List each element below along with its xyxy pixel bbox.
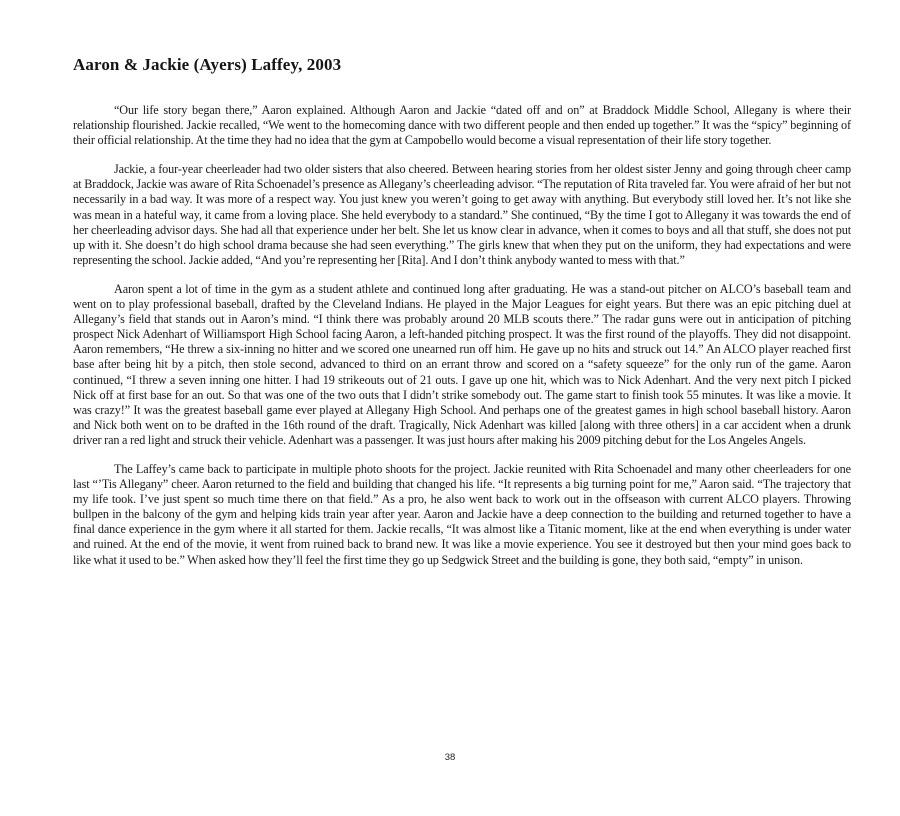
article-body — [73, 103, 851, 582]
paragraph-4: The Laffey’s came back to participate in multiple photo shoots for the project. Jackie reunited with Rita Schoenadel and many other cheerleaders for one last “’Tis Allegany” cheer. Aaron returned to the field and building that changed his life. “It represents a big turning point for me,” Aaron said. “The trajectory that my life took. I’ve just spent so much time there on that field.” As a pro, he also went back to work out in the offseason with current ALCO players. Throwing bullpen in the balcony of the gym and helping kids train year after year. Aaron and Jackie have a deep connection to the building and returned together to have a final dance experience in the gym where it all started for them. Jackie recalls, “It was almost like a Titanic moment, like at the end when everything is under water and ruined. At the end of the movie, it went from ruined back to brand new. It was like a movie experience. You see it destroyed but then your mind goes back to like what it used to be.” When asked how they’ll feel the first time they go up Sedgwick Street and the building is gone, they both said, “empty” in unison. — [73, 461, 851, 567]
paragraph-1: “Our life story began there,” Aaron explained. Although Aaron and Jackie “dated off and on” at Braddock Middle School, Allegany is where their relationship flourished. Jackie recalled, “We went to the homecoming dance with two different people and then ended up together.” It was the “spicy” beginning of their official relationship. At the time they had no idea that the gym at Campobello would become a visual representation of their life story together. — [73, 103, 851, 148]
paragraph-2: Jackie, a four-year cheerleader had two older sisters that also cheered. Between hearing stories from her oldest sister Jenny and going through cheer camp at Braddock, Jackie was aware of Rita Schoenadel’s presence as Allegany’s cheerleading advisor. “The reputation of Rita traveled far. You were afraid of her but not necessarily in a bad way. It was more of a respect way. You just knew you weren’t going to get away with anything. But everybody still loved her. It’s not like she was mean in a hateful way, it came from a loving place. She held everybody to a standard.” She continued, “By the time I got to Allegany it was towards the end of her cheerleading advisor days. She had all that experience under her belt. She let us know clear in advance, when it comes to boys and all that stuff, she does not put up with it. She doesn’t do high school drama because she had seen everything.” The girls knew that when they put on the uniform, they had expectations and were representing the school. Jackie added, “And you’re representing her [Rita]. And I don’t think anybody wanted to mess with that.” — [73, 162, 851, 267]
page-title: Aaron & Jackie (Ayers) Laffey, 2003 — [73, 55, 342, 74]
page-number: 38 — [444, 752, 456, 763]
paragraph-3: Aaron spent a lot of time in the gym as a student athlete and continued long after graduating. He was a stand-out pitcher on ALCO’s baseball team and went on to play professional baseball, drafted by the Cleveland Indians. He played in the Major Leagues for eight years. But there was an epic pitching duel at Allegany’s field that stands out in Aaron’s mind. “I think there was probably around 20 MLB scouts there.” The radar guns were out in anticipation of pitching prospect Nick Adenhart of Williamsport High School facing Aaron, a left-handed pitching prospect. It was the first round of the playoffs. They did not disappoint. Aaron remembers, “He threw a six-inning no hitter and we scored one unearned run off him. He gave up no hits and struck out 14.” An ALCO player reached first base after being hit by a pitch, then stole second, advanced to third on an errant throw and scored on a “safety squeeze” for the only run of the game. Aaron continued, “I threw a seven inning one hitter. I had 19 strikeouts out of 21 outs. I gave up one hit, which was to Nick Adenhart. And the very next pitch I picked Nick off at first base for an out. So that was one of the two outs that I didn’t strike somebody out. The game start to finish took 55 minutes. It was like a movie. It was crazy!” It was the greatest baseball game ever played at Allegany High School. And perhaps one of the greatest games in high school baseball history. Aaron and Nick both went on to be drafted in the 16th round of the draft. Tragically, Nick Adenhart was killed [along with three others] in a car accident when a drunk driver ran a red light and struck their vehicle. Adenhart was a passenger. It was just hours after making his 2009 pitching debut for the Los Angeles Angels. — [73, 281, 851, 447]
